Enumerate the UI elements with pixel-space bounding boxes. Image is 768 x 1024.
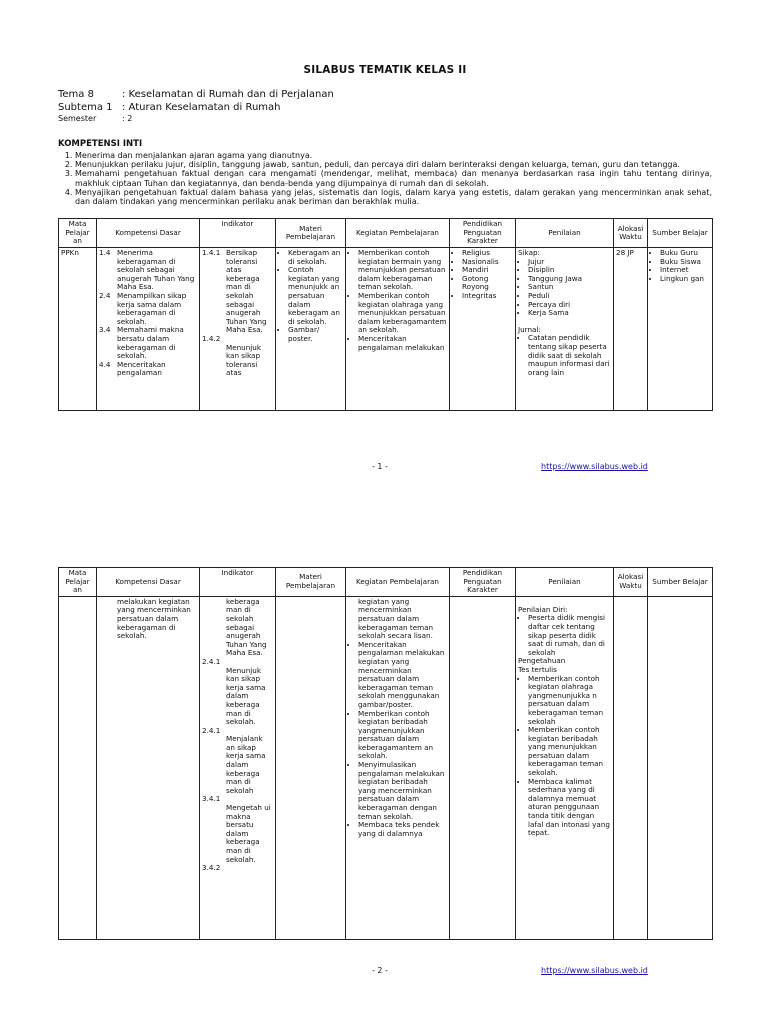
list-item: • Buku Guru xyxy=(660,249,710,258)
ki-item: 4. Menyajikan pengetahuan faktual dalam bahasa yang jelas, sistematis dan logis, dalam karya yang estetis, dalam gerakan yang mencerminkan anak sehat, dan dalam tindakan yang mencerminkan perilaku anak beriman dan berakhlak mulia. xyxy=(75,188,712,206)
ki-item: 2. Menunjukkan perilaku jujur, disiplin, tanggung jawab, santun, peduli, dan percaya diri dalam berinteraksi dengan keluarga, teman, guru dan tetangga. xyxy=(75,160,712,169)
cell-materi xyxy=(276,248,346,411)
header-mapel: Mata Pelajar an xyxy=(59,568,97,597)
indikator-number xyxy=(202,804,226,864)
kd-number: 2.4 xyxy=(99,290,111,300)
ki-item: 3. Memahami pengetahuan faktual dengan cara mengamati (mendengar, melihat, membaca) dan menanya berdasarkan rasa ingin tahu tentang dirinya, makhluk ciptaan Tuhan dan kegiatannya, dan benda-benda yang dijumpainya di rumah dan di sekolah. xyxy=(75,169,712,187)
footer-link[interactable]: https://www.silabus.web.id xyxy=(541,462,648,471)
ppk-list xyxy=(452,249,513,301)
cell-kegiatan xyxy=(346,248,450,411)
list-item: • Jujur xyxy=(528,258,611,267)
cell-alokasi xyxy=(614,596,648,939)
table-row xyxy=(59,596,713,939)
header-kd: Kompetensi Dasar xyxy=(97,568,200,597)
footer-link[interactable]: https://www.silabus.web.id xyxy=(541,966,648,975)
cell-indikator xyxy=(200,248,276,411)
list-item: • Religius xyxy=(462,249,513,258)
kegiatan-list xyxy=(348,249,447,352)
indikator-number: 1.4.2 xyxy=(202,333,221,343)
header-kegiatan: Kegiatan Pembelajaran xyxy=(346,568,450,597)
cell-mapel: PPKn xyxy=(59,248,97,411)
indikator-item xyxy=(202,864,273,873)
list-item: • Santun xyxy=(528,283,611,292)
indikator-item xyxy=(202,249,273,335)
indikator-text: Mengetah ui makna bersatu dalam keberaga man di sekolah. xyxy=(226,803,271,864)
indikator-number xyxy=(202,735,226,795)
header-materi: Materi Pembelajaran xyxy=(276,568,346,597)
header-ppk: Pendidikan Penguatan Karakter xyxy=(450,219,516,248)
kd-number: 3.4 xyxy=(99,325,111,335)
header-kegiatan: Kegiatan Pembelajaran xyxy=(346,219,450,248)
list-item: • Keberagam an di sekolah. xyxy=(288,249,343,266)
indikator-text: keberaga man di sekolah sebagai anugerah Tuhan Yang Maha Esa. xyxy=(226,596,267,658)
list-item: • Menceritakan pengalaman melakukan xyxy=(358,335,447,352)
indikator-item xyxy=(202,344,273,378)
page-number: - 2 - xyxy=(372,966,388,975)
indikator-text: Bersikap toleransi atas keberaga man di sekolah sebagai anugerah Tuhan Yang Maha Esa. xyxy=(226,248,267,335)
list-item: • Peduli xyxy=(528,292,611,301)
table-row xyxy=(59,248,713,411)
list-item: • Memberikan contoh kegiatan bermain yang menunjukkan persatuan dalam keberagaman teman sekolah. xyxy=(358,249,447,292)
list-item: • Nasionalis xyxy=(462,258,513,267)
subtema-value: : Aturan Keselamatan di Rumah xyxy=(122,102,281,113)
indikator-number xyxy=(202,667,226,727)
list-item: • Peserta didik mengisi daftar cek tentang sikap peserta didik saat di rumah, dan di sekolah xyxy=(528,614,611,657)
list-item: • Contoh kegiatan yang menunjukk an persatuan dalam keberagam an di sekolah. xyxy=(288,266,343,326)
header-materi: Materi Pembelajaran xyxy=(276,219,346,248)
ki-item: 1. Menerima dan menjalankan ajaran agama yang dianutnya. xyxy=(75,151,712,160)
jurnal-label: Jurnal: xyxy=(518,324,541,334)
kd-item xyxy=(99,361,197,378)
kd-number: 1.4 xyxy=(99,248,111,257)
cell-ppk xyxy=(450,596,516,939)
kompetensi-inti-heading: KOMPETENSI INTI xyxy=(58,139,143,149)
kd-text: melakukan kegiatan yang mencerminkan persatuan dalam keberagaman di sekolah. xyxy=(117,596,191,641)
list-item: • Buku Siswa xyxy=(660,258,710,267)
header-kd: Kompetensi Dasar xyxy=(97,219,200,248)
header-indikator: Indikator xyxy=(200,219,276,248)
list-item: • Memberikan contoh kegiatan olahraga yangmenunjukka n persatuan dalam keberagaman teman sekolah xyxy=(528,675,611,727)
indikator-number: 3.4.2 xyxy=(202,863,221,873)
penilaian-diri-label: Penilaian Diri: xyxy=(518,604,568,614)
cell-indikator xyxy=(200,596,276,939)
header-sumber: Sumber Belajar xyxy=(648,219,713,248)
tes-tertulis-label: Tes tertulis xyxy=(518,664,557,674)
cell-sumber xyxy=(648,248,713,411)
sikap-list xyxy=(518,258,611,318)
page-2 xyxy=(58,560,712,940)
list-item: • Lingkun gan xyxy=(660,275,710,284)
subtema-line xyxy=(58,101,712,114)
cell-materi xyxy=(276,596,346,939)
list-item: • Gotong Royong xyxy=(462,275,513,292)
cell-kegiatan xyxy=(346,596,450,939)
list-item: • Memberikan contoh kegiatan beribadah yang menunjukkan persatuan dalam keberagaman teman sekolah. xyxy=(528,726,611,778)
list-item: • Percaya diri xyxy=(528,301,611,310)
kd-item xyxy=(99,326,197,360)
page-1 xyxy=(58,60,712,411)
header-ppk: Pendidikan Penguatan Karakter xyxy=(450,568,516,597)
cell-penilaian xyxy=(516,596,614,939)
sumber-list xyxy=(650,249,710,283)
indikator-number: 3.4.1 xyxy=(202,794,221,804)
list-item: • Catatan pendidik tentang sikap peserta didik saat di sekolah maupun informasi dari orang lain xyxy=(528,334,611,377)
tema-line xyxy=(58,88,712,101)
indikator-item xyxy=(202,598,273,658)
header-mapel: Mata Pelajar an xyxy=(59,219,97,248)
penilaian-diri-list xyxy=(518,614,611,657)
header-alokasi: Alokasi Waktu xyxy=(614,219,648,248)
list-item: • Gambar/ poster. xyxy=(288,326,343,343)
document-title: SILABUS TEMATIK KELAS II xyxy=(303,64,467,76)
cell-alokasi: 28 JP xyxy=(614,248,648,411)
indikator-item xyxy=(202,667,273,727)
tema-value: : Keselamatan di Rumah dan di Perjalanan xyxy=(122,89,334,100)
tes-tertulis-list xyxy=(518,675,611,838)
header-indikator: Indikator xyxy=(200,568,276,597)
list-item: • Kerja Sama xyxy=(528,309,611,318)
list-item: • Internet xyxy=(660,266,710,275)
table-header-row xyxy=(59,568,713,597)
header-penilaian: Penilaian xyxy=(516,568,614,597)
list-item: • Menceritakan pengalaman melakukan kegiatan yang mencerminkan persatuan dalam keberagaman teman sekolah menggunakan gambar/poster. xyxy=(358,641,447,710)
tema-label: Tema 8 xyxy=(58,89,94,100)
kd-text: Memahami makna bersatu dalam keberagaman di sekolah. xyxy=(117,325,184,361)
indikator-item xyxy=(202,804,273,864)
kd-text: Menerima keberagaman di sekolah sebagai anugerah Tuhan Yang Maha Esa. xyxy=(117,248,195,292)
semester-value: : 2 xyxy=(122,114,133,123)
indikator-number xyxy=(202,344,226,378)
syllabus-table-page-1 xyxy=(58,218,713,411)
pengetahuan-label: Pengetahuan xyxy=(518,656,566,666)
kd-item xyxy=(99,249,197,292)
kegiatan-list xyxy=(348,641,447,839)
cell-ppk xyxy=(450,248,516,411)
sikap-label: Sikap: xyxy=(518,248,540,257)
indikator-number: 1.4.1 xyxy=(202,248,221,257)
kd-item xyxy=(99,292,197,326)
header-sumber: Sumber Belajar xyxy=(648,568,713,597)
kegiatan-lead: kegiatan yang mencerminkan persatuan dalam keberagaman teman sekolah secara lisan. xyxy=(358,596,434,641)
list-item: • Menyimulasikan pengalaman melakukan kegiatan beribadah yang mencerminkan persatuan dalam keberagaman dengan teman sekolah. xyxy=(358,761,447,821)
indikator-number: 2.4.1 xyxy=(202,725,221,735)
semester-label: Semester xyxy=(58,114,97,123)
indikator-text: Menunjuk kan sikap toleransi atas xyxy=(226,342,262,378)
kd-text: Menceritakan pengalaman xyxy=(117,359,166,378)
list-item: • Tanggung Jawa xyxy=(528,275,611,284)
table-header-row xyxy=(59,219,713,248)
list-item: • Membaca teks pendek yang di dalamnya xyxy=(358,821,447,838)
indikator-number: 2.4.1 xyxy=(202,656,221,666)
indikator-number xyxy=(202,598,226,658)
semester-line xyxy=(58,114,712,124)
kd-number: 4.4 xyxy=(99,359,111,369)
syllabus-table-page-2 xyxy=(58,567,713,940)
materi-list xyxy=(278,249,343,344)
cell-kd xyxy=(97,248,200,411)
page-number: - 1 - xyxy=(372,462,388,471)
indikator-item xyxy=(202,735,273,795)
cell-penilaian xyxy=(516,248,614,411)
indikator-text: Menunjuk kan sikap kerja sama dalam keberaga man di sekolah. xyxy=(226,665,266,727)
list-item: • Membaca kalimat sederhana yang di dalamnya memuat aturan penggunaan tanda titik dengan lafal dan intonasi yang tepat. xyxy=(528,778,611,838)
list-item: • Integritas xyxy=(462,292,513,301)
header-penilaian: Penilaian xyxy=(516,219,614,248)
kd-text: Menampilkan sikap kerja sama dalam keberagaman di sekolah. xyxy=(117,290,187,326)
list-item: • Mandiri xyxy=(462,266,513,275)
cell-kd xyxy=(97,596,200,939)
indikator-text: Menjalank an sikap kerja sama dalam keberaga man di sekolah xyxy=(226,734,266,795)
list-item: • Memberikan contoh kegiatan beribadah yangmenunjukkan persatuan dalam keberagamantem an sekolah. xyxy=(358,710,447,762)
kompetensi-inti-list xyxy=(58,151,712,206)
cell-sumber xyxy=(648,596,713,939)
list-item: • Disiplin xyxy=(528,266,611,275)
jurnal-list xyxy=(518,334,611,377)
list-item: • Memberikan contoh kegiatan olahraga yang menunjukkan persatuan dalam keberagamantem an sekolah. xyxy=(358,292,447,335)
subtema-label: Subtema 1 xyxy=(58,102,113,113)
cell-mapel xyxy=(59,596,97,939)
header-alokasi: Alokasi Waktu xyxy=(614,568,648,597)
